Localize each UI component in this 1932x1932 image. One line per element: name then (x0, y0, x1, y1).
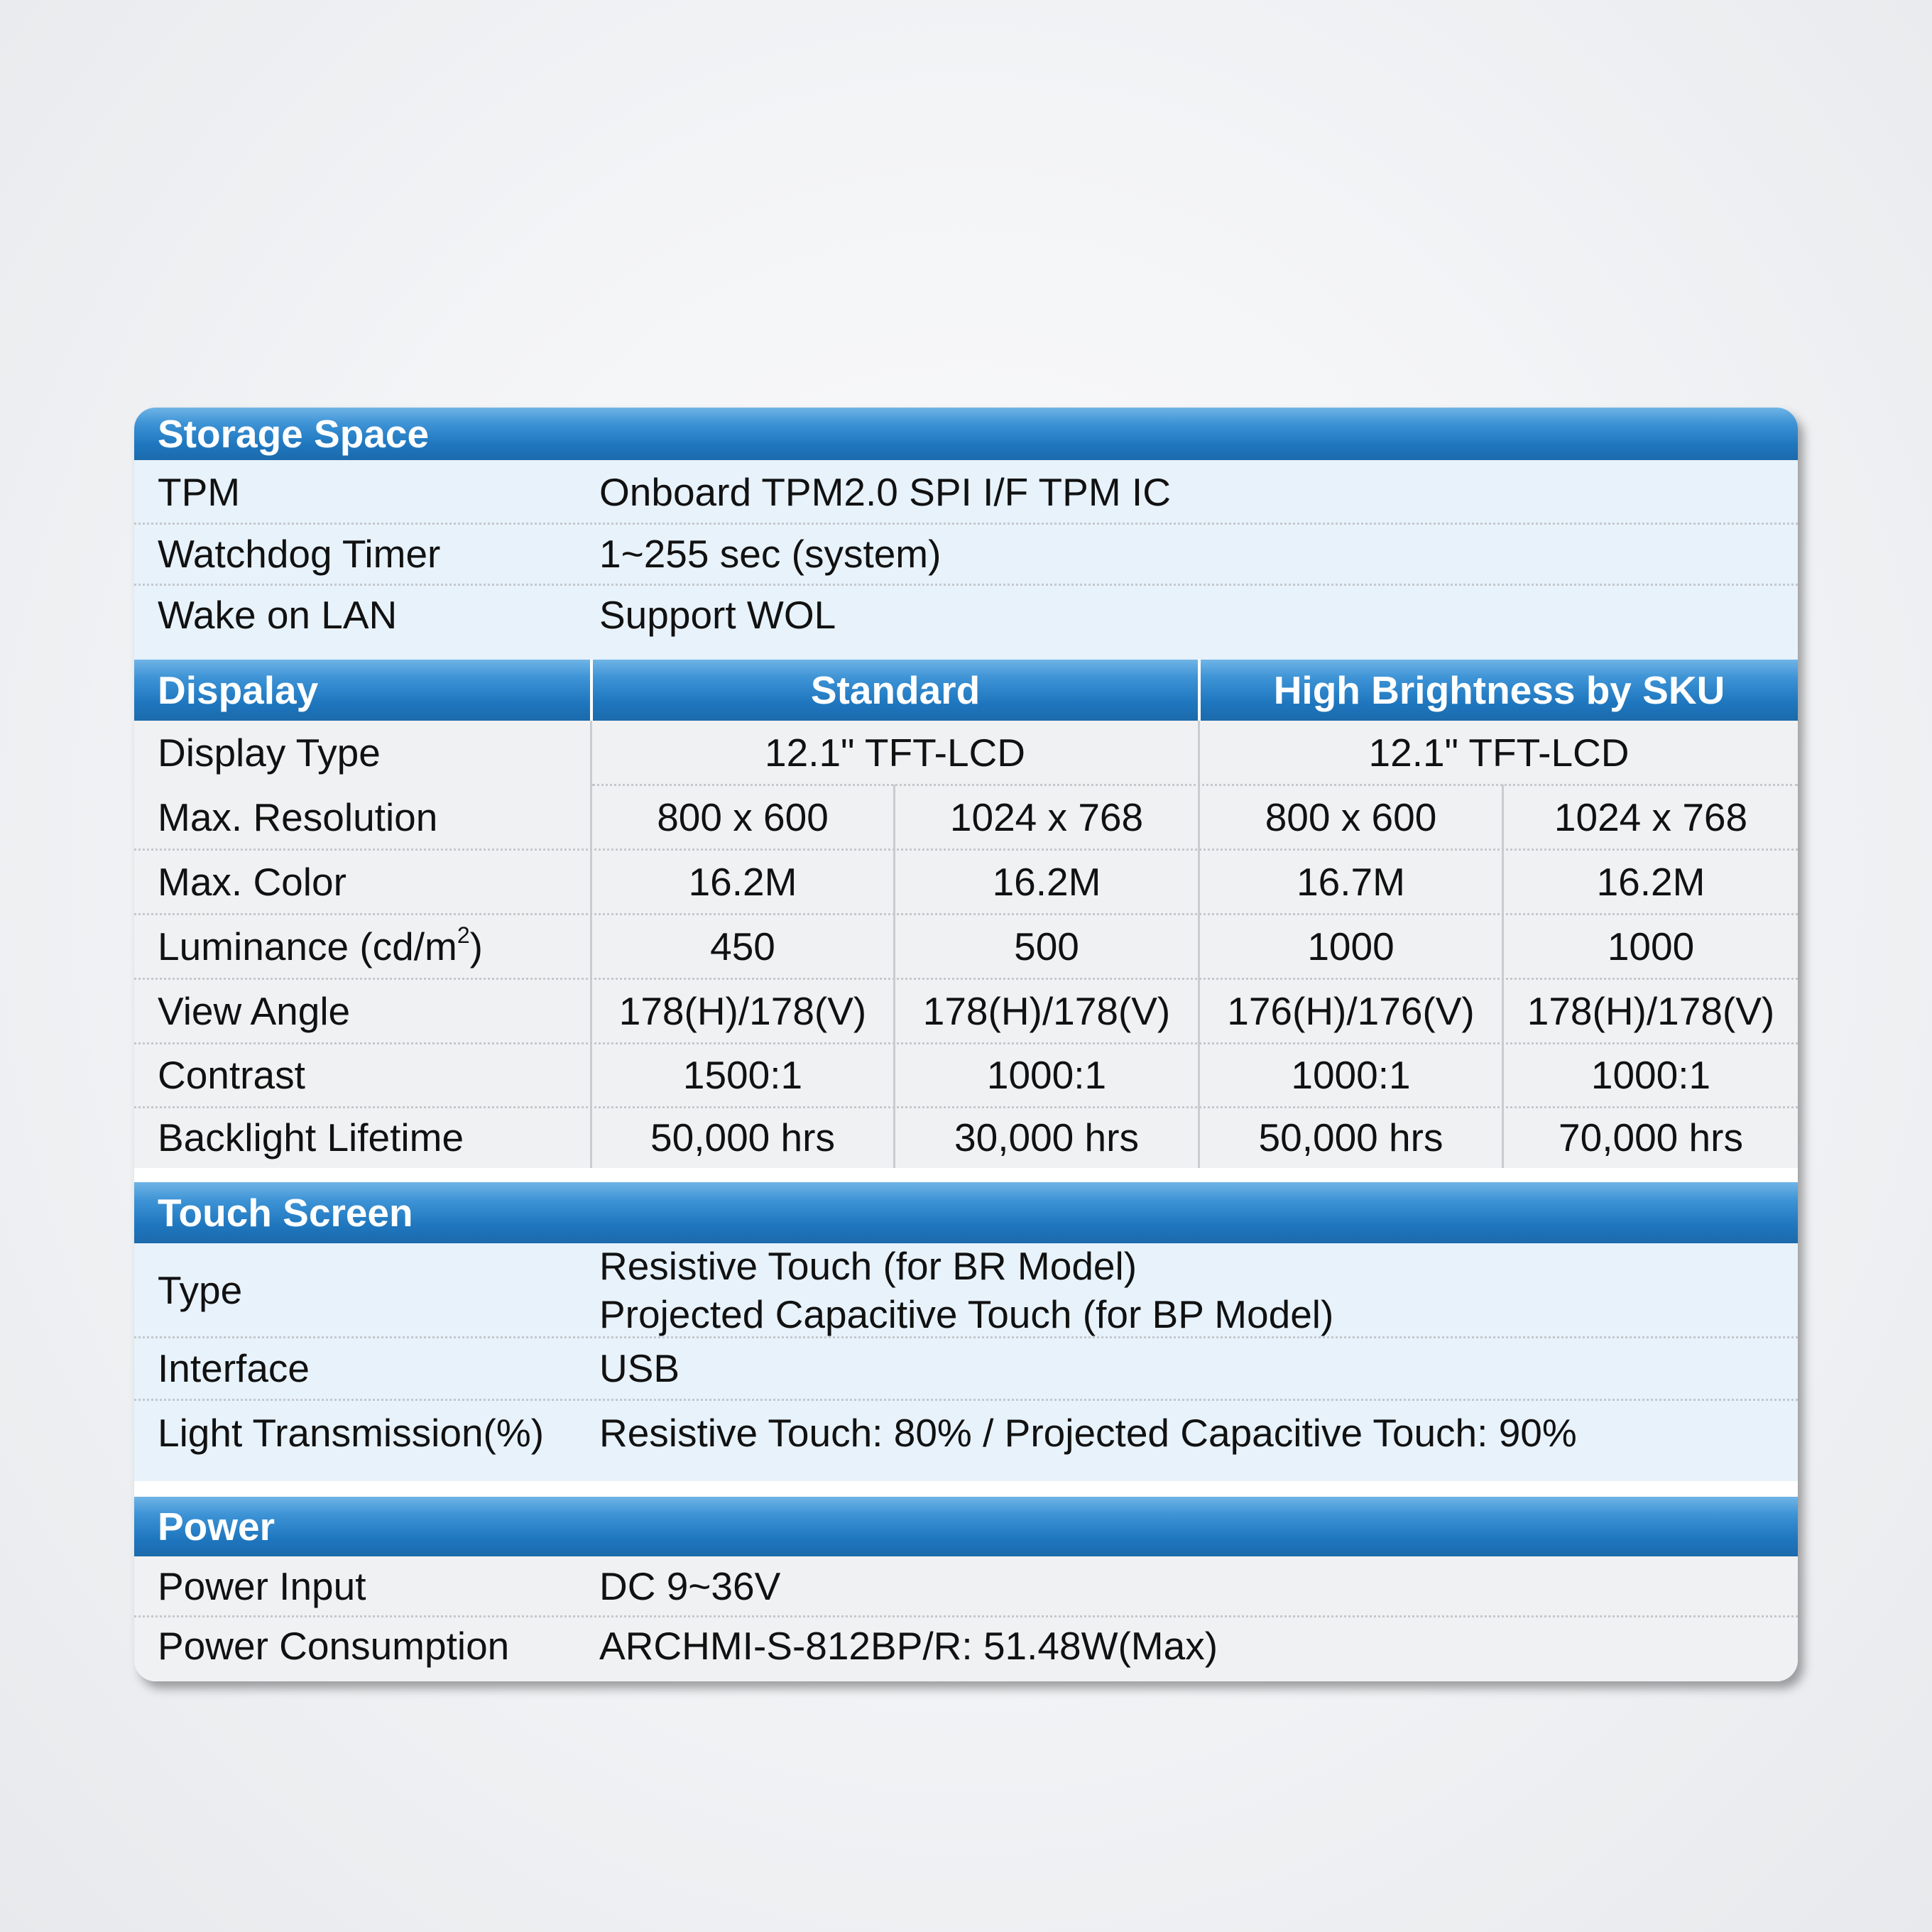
spec-row-watchdog (134, 523, 1798, 584)
spec-value: 16.7M (1297, 859, 1405, 904)
column-header-high-brightness: High Brightness by SKU (1273, 668, 1725, 712)
spec-label: Max. Resolution (158, 795, 438, 839)
spec-row-max-resolution (134, 785, 1798, 849)
spec-row-wol (134, 584, 1798, 645)
spec-row-view-angle (134, 978, 1798, 1043)
spec-row-max-color (134, 849, 1798, 914)
spec-value: 50,000 hrs (650, 1115, 835, 1159)
spec-value: 1500:1 (682, 1053, 803, 1097)
spec-value-standard: 12.1" TFT-LCD (765, 731, 1025, 775)
spec-label: View Angle (158, 988, 351, 1033)
spec-value: 800 x 600 (1265, 795, 1437, 839)
spec-table (134, 408, 1798, 1681)
spec-label: Max. Color (158, 859, 346, 904)
spec-value: 178(H)/178(V) (922, 988, 1171, 1033)
spec-value: 1000:1 (986, 1053, 1107, 1097)
spec-row-light-transmission (134, 1399, 1798, 1466)
spec-value: 1~255 sec (system) (599, 532, 942, 576)
spec-row-contrast (134, 1043, 1798, 1107)
spec-value: 50,000 hrs (1258, 1115, 1443, 1159)
spec-value: 1024 x 768 (949, 795, 1144, 839)
spec-value: 450 (710, 924, 775, 968)
section-title: Touch Screen (158, 1191, 413, 1235)
spec-value: Support WOL (599, 593, 836, 637)
spec-label: Light Transmission(%) (158, 1410, 545, 1455)
spec-value: 1024 x 768 (1554, 795, 1748, 839)
spec-value: 176(H)/176(V) (1227, 988, 1475, 1033)
spec-value: 1000 (1607, 924, 1695, 968)
spec-row-display-type (134, 721, 1798, 785)
spec-label: Wake on LAN (158, 593, 398, 637)
spec-value: 1000 (1307, 924, 1395, 968)
spec-value: 16.2M (992, 859, 1101, 904)
spec-value: 1000:1 (1590, 1053, 1711, 1097)
spec-value: 16.2M (1596, 859, 1705, 904)
section-title: Dispalay (158, 668, 319, 712)
type-line-resistive: Resistive Touch (for BR Model) (599, 1244, 1137, 1288)
spec-row-power-consumption (134, 1616, 1798, 1676)
section-header-storage (134, 408, 1798, 460)
spec-value: 30,000 hrs (954, 1115, 1139, 1159)
section-title: Power (158, 1505, 275, 1549)
spec-row-tpm (134, 460, 1798, 523)
spec-row-touch-type (134, 1243, 1798, 1337)
spec-value: 500 (1014, 924, 1079, 968)
spec-label: Watchdog Timer (158, 532, 441, 576)
spec-value: 178(H)/178(V) (1527, 988, 1775, 1033)
spec-row-power-input (134, 1556, 1798, 1616)
section-title: Storage Space (158, 412, 430, 456)
spec-row-backlight (134, 1107, 1798, 1168)
section-header-touch (134, 1182, 1798, 1243)
spec-value: 1000:1 (1291, 1053, 1411, 1097)
spec-value: Resistive Touch: 80% / Projected Capacitive Touch: 90% (599, 1410, 1577, 1455)
spec-value: 178(H)/178(V) (618, 988, 867, 1033)
spec-label-luminance: Luminance $(cd/m^2)$ (158, 922, 483, 968)
spec-row-luminance (134, 914, 1798, 978)
spec-value: USB (599, 1346, 680, 1390)
spec-value (599, 1242, 1333, 1338)
type-line-capacitive: Projected Capacitive Touch (for BP Model) (599, 1292, 1334, 1336)
spec-label: Power Consumption (158, 1624, 510, 1668)
spec-value: Onboard TPM2.0 SPI I/F TPM IC (599, 469, 1171, 514)
column-header-standard: Standard (810, 668, 981, 712)
spec-label: TPM (158, 469, 241, 514)
section-header-power (134, 1497, 1798, 1556)
spec-value: DC 9~36V (599, 1564, 781, 1608)
spec-value-high: 12.1" TFT-LCD (1368, 731, 1630, 775)
spec-label: Power Input (158, 1564, 366, 1608)
spec-label: Display Type (158, 731, 381, 775)
spec-value: ARCHMI-S-812BP/R: 51.48W(Max) (599, 1624, 1218, 1668)
spec-value: 16.2M (688, 859, 797, 904)
spec-label: Backlight Lifetime (158, 1115, 464, 1159)
spec-value: 800 x 600 (657, 795, 829, 839)
spec-value: 70,000 hrs (1559, 1115, 1743, 1159)
spec-label: Contrast (158, 1053, 305, 1097)
spec-label: Interface (158, 1346, 310, 1390)
spec-row-interface (134, 1337, 1798, 1399)
spec-label: Type (158, 1268, 243, 1312)
section-header-display (134, 660, 1798, 721)
